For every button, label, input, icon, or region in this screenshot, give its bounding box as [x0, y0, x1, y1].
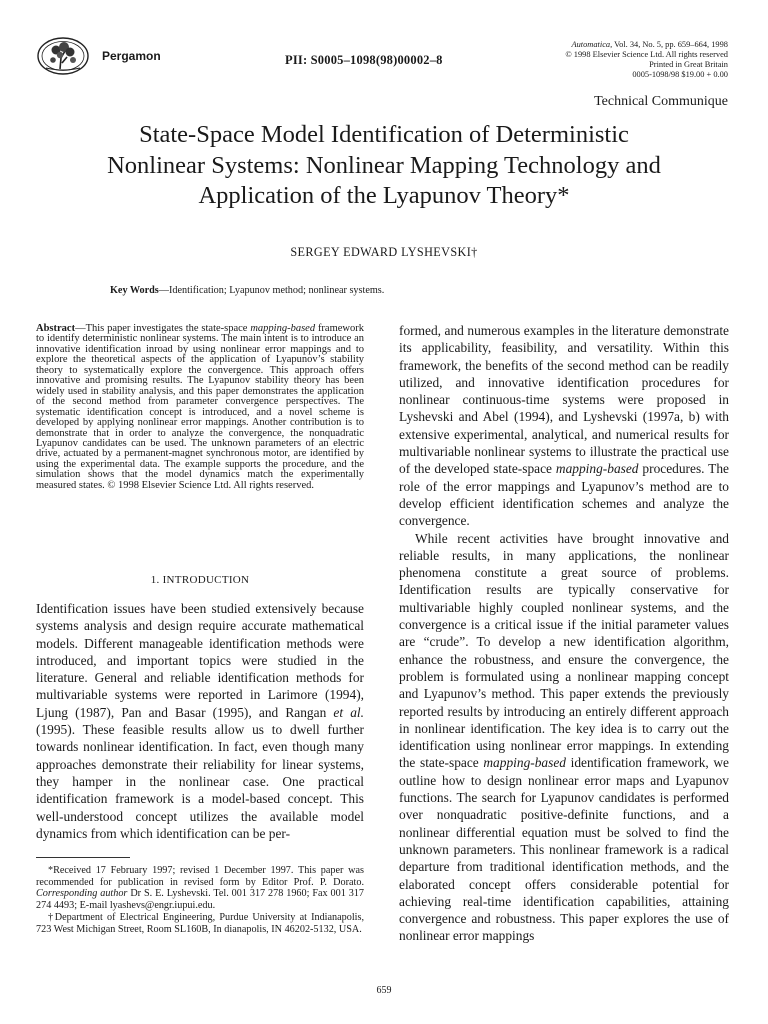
issn-line: 0005-1098/98 $19.00 + 0.00: [632, 70, 728, 79]
footnote-received: [36, 865, 364, 912]
abstract: [36, 324, 364, 491]
publisher-name: Pergamon: [102, 49, 161, 63]
title-line: Application of the Lyapunov Theory*: [198, 182, 570, 209]
footnote-text: *Received 17 February 1997; revised 1 December 1997. This paper was recommended for publication in revised form by Editor Prof. P. Dorato.: [36, 865, 364, 888]
right-column: [399, 322, 729, 945]
body-paragraph: [399, 322, 729, 530]
title-line: Nonlinear Systems: Nonlinear Mapping Technology and: [107, 151, 661, 179]
body-text: Identification issues have been studied extensively because systems analysis and design require accurate mathematical models. Different manageable identification methods were introduced, and important topics were studied in the literature. General and reliable identification methods for multivariable systems were reported in Larimore (1994), Ljung (1987), Pan and Basar (1995), and Rangan: [36, 601, 364, 720]
body-text: (1995). These feasible results allow us to dwell further towards nonlinear identification. In fact, even though many approaches demonstrate their reliability for linear systems, they hamper in the nonlinear case. One practical identification framework is a model-based concept. This well-understood concept utilizes the available model dynamics from which identification can be per-: [36, 722, 364, 841]
abstract-emphasis: mapping-based: [250, 323, 316, 334]
section-label: Technical Communique: [594, 94, 728, 109]
footnote-affiliation: †Department of Electrical Engineering, Purdue University at Indianapolis, 723 West Michigan Street, Room SL160B, In dianapolis, IN 46202-5132, USA.: [36, 911, 364, 935]
footnotes: [36, 865, 364, 935]
body-text: While recent activities have brought innovative and reliable results, in many applications, the nonlinear phenomena constitute a great source of problems. Identification results are typically conservative for multivariable highly coupled nonlinear systems, and the convergence is a critical issue if the initial parameter values are “crude”. To develop a new identification algorithm, enhance the robustness, and ensure the convergence, the problem is formulated using a nonlinear mapping concept and Lyapunov’s method. This paper extends the previously reported results by introducing an entirely different approach in nonlinear identification. The key idea is to carry out the identification using nonlinear error mappings. In extending the state-space: [399, 530, 729, 771]
intro-paragraph: [36, 600, 364, 842]
body-emphasis: mapping-based: [483, 755, 566, 771]
footnote-text: Dr S. E. Lyshevski. Tel. 001 317 278 1960; Fax 001 317 274 4493; E-mail lyashevs@engr.iupui.edu.: [36, 888, 364, 912]
keywords: [110, 285, 384, 296]
printed-line: Printed in Great Britain: [649, 60, 728, 69]
pii-identifier: PII: S0005–1098(98)00002–8: [285, 53, 443, 67]
journal-citation: [478, 40, 728, 50]
footnote-rule: [36, 857, 130, 858]
section-heading-introduction: 1. INTRODUCTION: [150, 574, 250, 586]
paper-title: [0, 120, 768, 212]
abstract-text: —This paper investigates the state-space: [75, 323, 251, 334]
elsevier-tree-logo: [36, 36, 90, 76]
keywords-text: —Identification; Lyapunov method; nonlinear systems.: [158, 285, 385, 296]
body-paragraph: [399, 530, 729, 945]
copyright-line: © 1998 Elsevier Science Ltd. All rights reserved: [565, 50, 728, 59]
body-text: formed, and numerous examples in the literature demonstrate its applicability, feasibility, and versatility. Within this framework, the benefits of the second method can be readily utilized, and innovative identification procedures for nonlinear continuous-time systems were proposed in Lyshevski and Abel (1994), and Lyshevski (1997a, b) with extensive experimental, analytical, and numerical results for multivariable nonlinear systems to illustrate the practical use of the developed state-space: [399, 323, 729, 477]
abstract-label: Abstract: [36, 323, 76, 334]
body-paragraph: [36, 600, 364, 842]
author-name: SERGEY EDWARD LYSHEVSKI†: [290, 245, 478, 259]
abstract-text: framework to identify deterministic nonlinear systems. The main intent is to introduce an innovative identification inroad by using nonlinear error mappings and to explore the theoretical aspects of the application of Lyapunov’s stability theory to systematically explore the convergence. This approach offers innovative and promising results. The Lyapunov stability theory has been widely used in stability analysis, and this paper demonstrates the application of the second method from parameter convergence perspectives. The systematic identification concept is introduced, and a novel scheme is developed by applying nonlinear error mappings. Another contribution is to demonstrate that in order to analyze the convergence, the nonquadratic Lyapunov candidates can be used. The unknown parameters of an electric drive, actuated by a permanent-magnet synchronous motor, are identified by using the experimental data. The example supports the procedure, and the simulation shows that the model dynamics match the experimentally measured states. © 1998 Elsevier Science Ltd. All rights reserved.: [36, 323, 364, 491]
body-text: procedures. The role of the error mappings and Lyapunov’s method are to develop efficient identification schemes and analyze the convergence.: [399, 461, 729, 529]
journal-volume: Vol. 34, No. 5, pp. 659–664, 1998: [612, 40, 728, 49]
body-emphasis: mapping-based: [555, 461, 639, 477]
journal-info: [478, 40, 728, 80]
keywords-label: Key Words: [110, 285, 159, 296]
title-line: State-Space Model Identification of Deterministic: [139, 121, 629, 148]
journal-name: Automatica,: [571, 40, 613, 49]
page-number: 659: [376, 985, 392, 996]
footnote-emphasis: Corresponding author: [36, 888, 128, 900]
citation-emphasis: et al.: [333, 704, 364, 720]
body-text: identification framework, we outline how to design nonlinear error maps and Lyapunov functions. The search for Lyapunov candidates is performed over nonquadratic positive-definite functions, and a nonlinear differential equation must be solved to find the unknown parameters. This nonlinear framework is a radical departure from traditional identification methods, and the elaborated concept offers considerable potential for achieving real-time identification capabilities, attaining convergence and robustness. This paper explores the use of nonlinear error mappings: [399, 755, 729, 944]
